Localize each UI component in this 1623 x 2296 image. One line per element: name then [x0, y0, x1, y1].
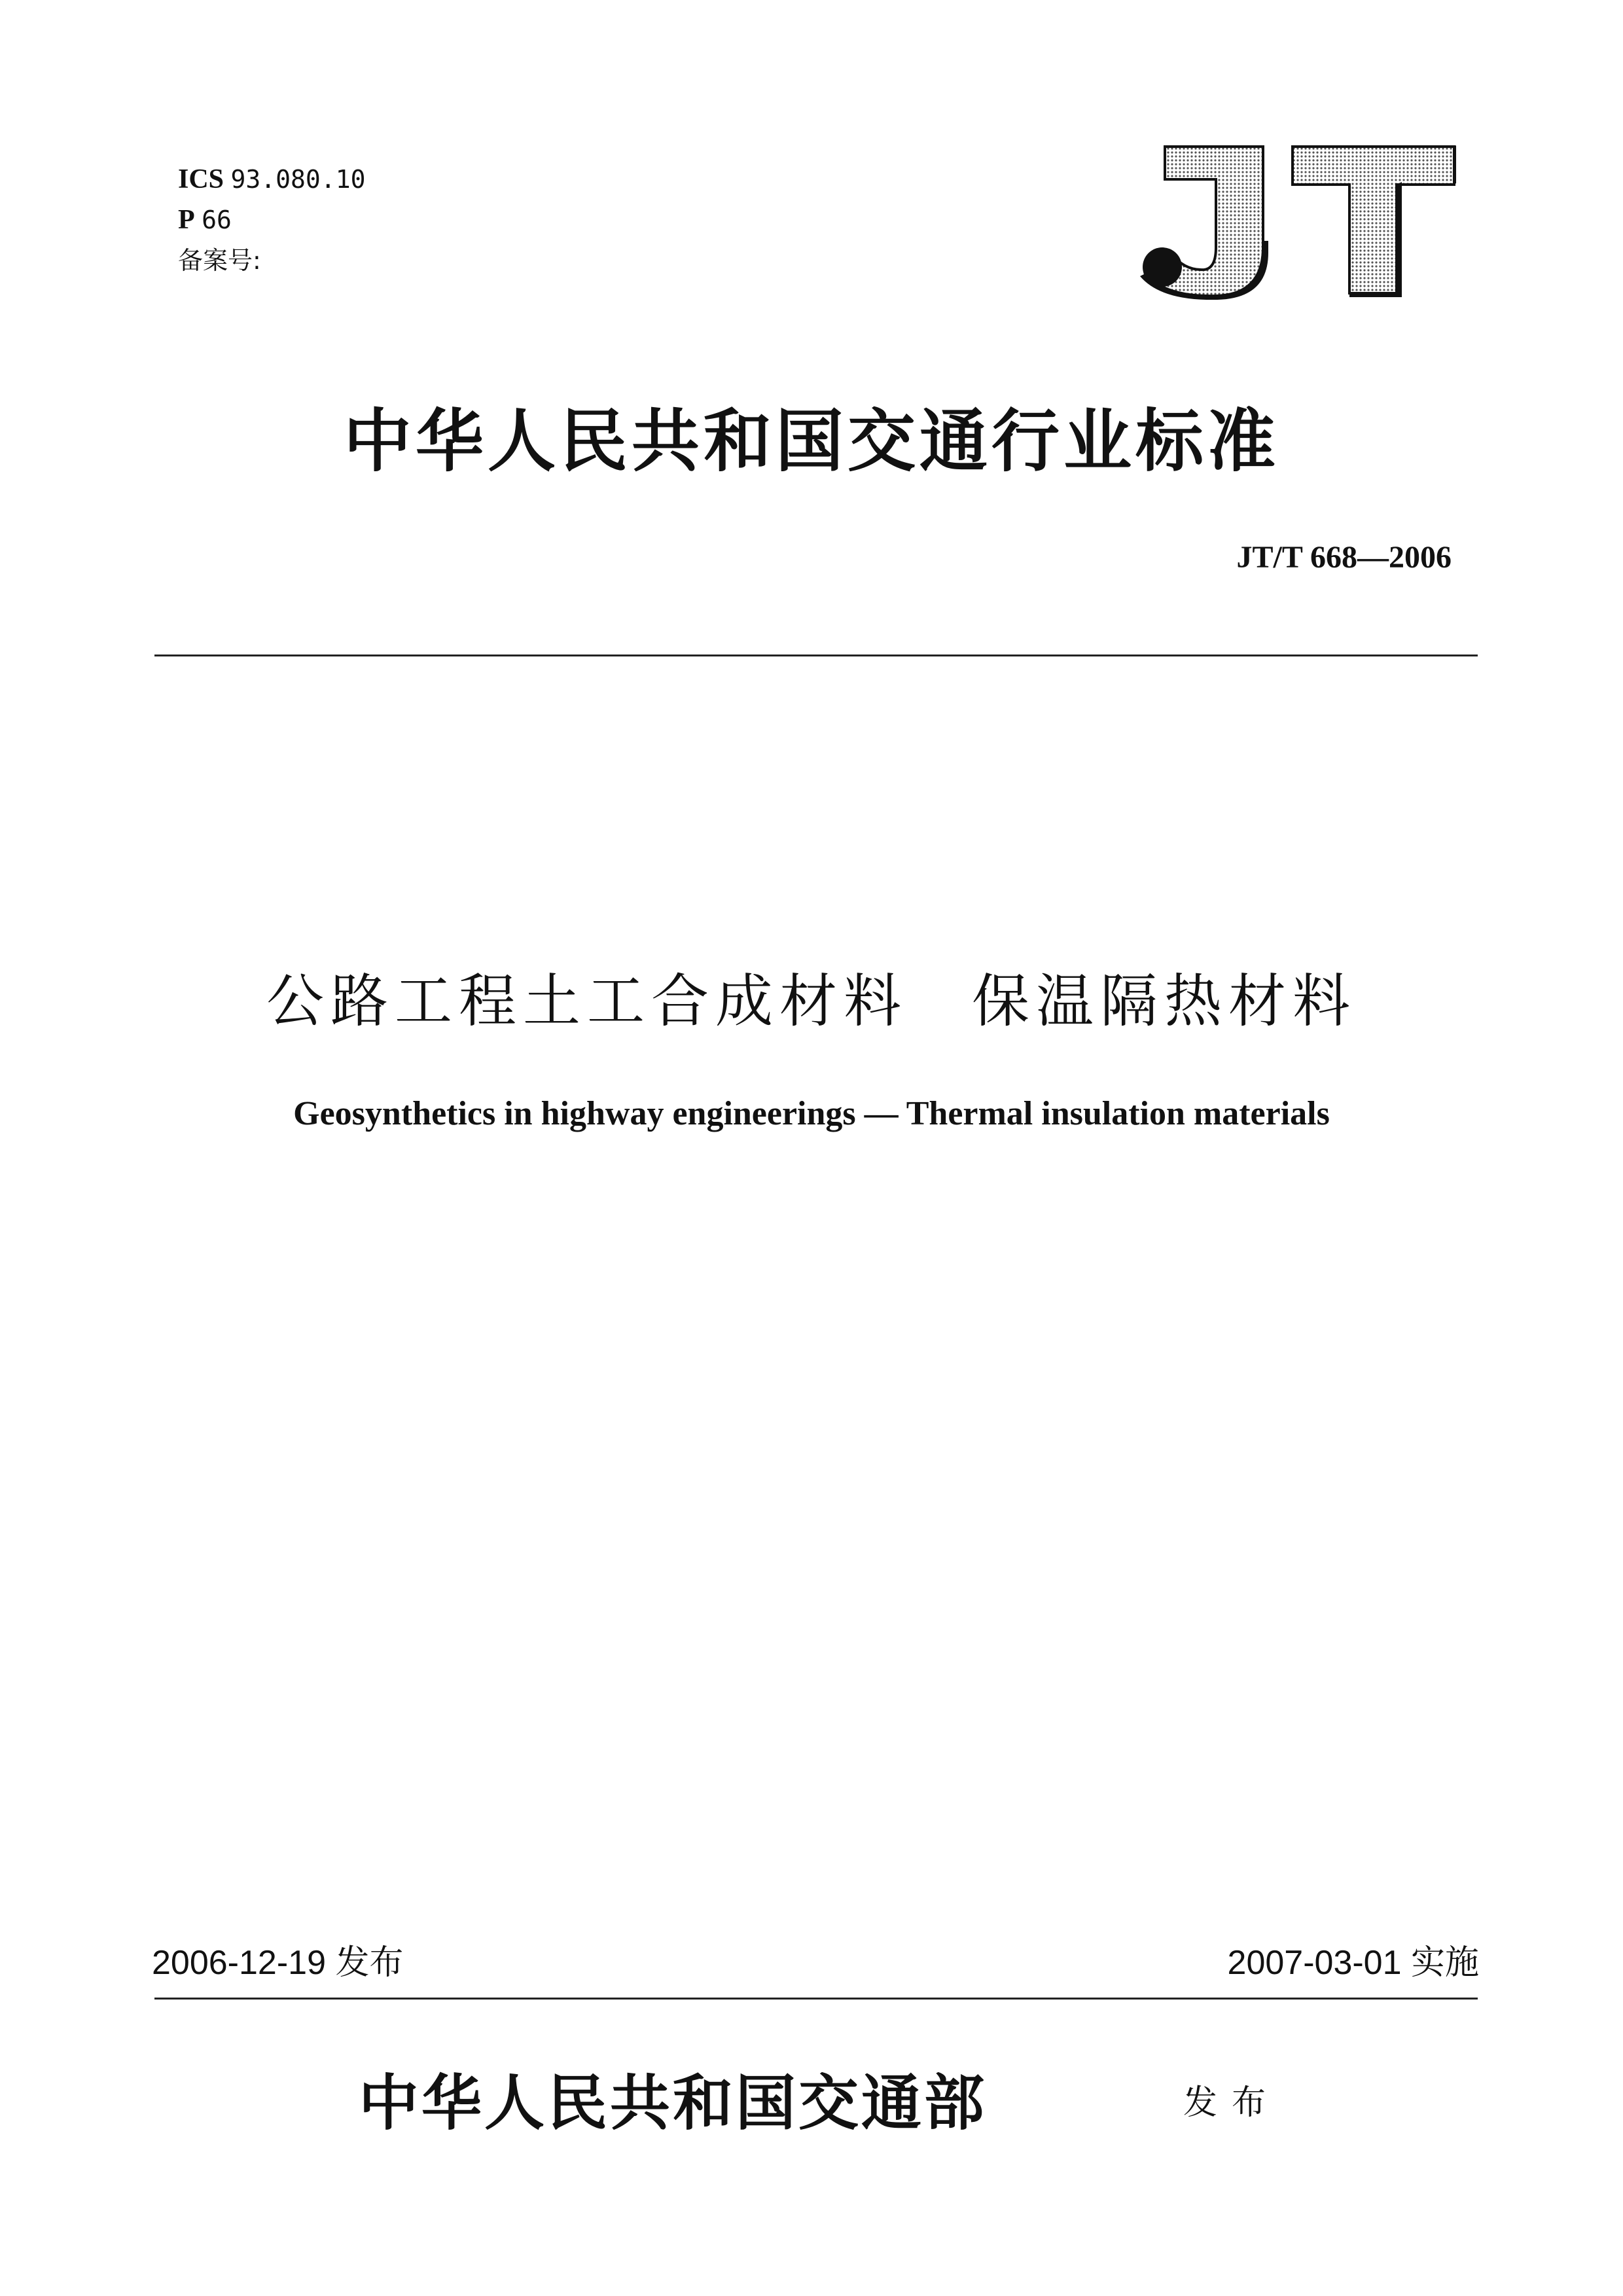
- ics-label: ICS: [178, 164, 224, 194]
- standard-number: JT/T 668—2006: [1236, 540, 1452, 575]
- issue-action: 发布: [1183, 2083, 1281, 2123]
- jt-logo: [1139, 143, 1456, 300]
- publish-date: [152, 1935, 403, 1984]
- p-label: P: [178, 205, 195, 235]
- header-divider: [154, 655, 1478, 656]
- ics-value: 93.080.10: [230, 165, 366, 194]
- publish-date-label: 发布: [335, 1943, 404, 1982]
- p-value: 66: [202, 206, 232, 234]
- ics-code: [178, 164, 365, 195]
- footer-divider: [154, 1998, 1478, 2000]
- implement-date: [1228, 1935, 1479, 1984]
- record-number-label: 备案号:: [178, 246, 261, 275]
- standard-category-title: 中华人民共和国交通行业标准: [343, 401, 1279, 481]
- chinese-title: 公路工程土工合成材料 保温隔热材料: [266, 967, 1357, 1035]
- issuing-authority: 中华人民共和国交通部: [359, 2068, 988, 2138]
- english-title: Geosynthetics in highway engineerings — Thermal insulation materials: [293, 1095, 1330, 1132]
- publish-date-value: 2006-12-19: [152, 1944, 326, 1982]
- implement-date-value: 2007-03-01: [1227, 1944, 1402, 1982]
- p-code: [178, 204, 232, 236]
- implement-date-label: 实施: [1410, 1943, 1479, 1982]
